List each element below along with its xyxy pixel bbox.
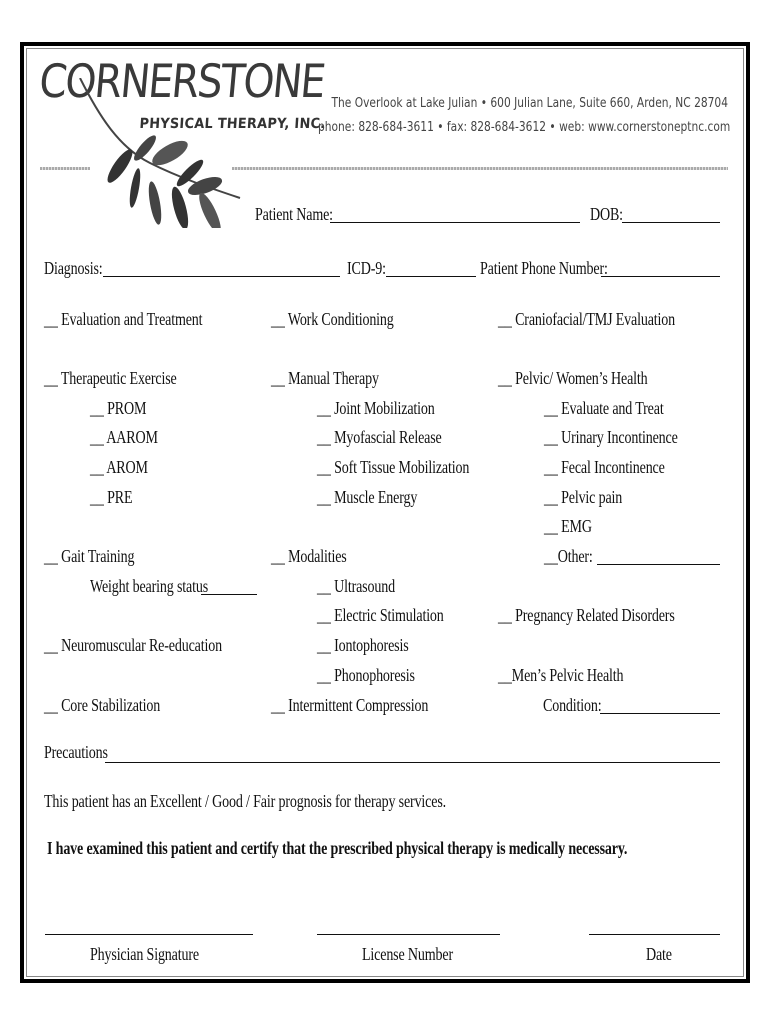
option-mens-pelvic-health[interactable]: __Men’s Pelvic Health xyxy=(498,665,624,685)
condition-field[interactable] xyxy=(600,713,720,714)
license-number-label: License Number xyxy=(362,944,453,964)
option-iontophoresis[interactable]: __ Iontophoresis xyxy=(317,635,409,655)
option-prom[interactable]: __ PROM xyxy=(90,398,147,418)
checkbox-blank[interactable]: __ xyxy=(44,368,58,388)
option-therapeutic-exercise[interactable]: __ Therapeutic Exercise xyxy=(44,368,177,388)
patient-name-label: Patient Name: xyxy=(255,204,333,224)
option-other[interactable]: __Other: xyxy=(544,546,593,566)
option-gait-training[interactable]: __ Gait Training xyxy=(44,546,135,566)
date-field[interactable] xyxy=(589,934,720,935)
option-neuromuscular[interactable]: __ Neuromuscular Re-education xyxy=(44,635,222,655)
clinic-contact: phone: 828-684-3611 • fax: 828-684-3612 • web: www.cornerstoneptnc.com xyxy=(318,120,731,135)
option-pre[interactable]: __ PRE xyxy=(90,487,133,507)
option-intermittent-compression[interactable]: __ Intermittent Compression xyxy=(271,695,429,715)
patient-name-field[interactable] xyxy=(330,222,580,223)
option-evaluate-treat[interactable]: __ Evaluate and Treat xyxy=(544,398,664,418)
header-divider-left xyxy=(40,167,90,170)
clinic-address: The Overlook at Lake Julian • 600 Julian Lane, Suite 660, Arden, NC 28704 xyxy=(331,96,728,111)
option-work-conditioning[interactable]: __ Work Conditioning xyxy=(271,309,394,329)
precautions-field[interactable] xyxy=(105,762,720,763)
dob-field[interactable] xyxy=(622,222,720,223)
option-aarom[interactable]: __ AAROM xyxy=(90,427,158,447)
precautions-label: Precautions xyxy=(44,742,108,762)
option-phonophoresis[interactable]: __ Phonophoresis xyxy=(317,665,415,685)
physician-signature-label: Physician Signature xyxy=(90,944,199,964)
option-emg[interactable]: __ EMG xyxy=(544,516,592,536)
weight-bearing-field[interactable] xyxy=(201,594,257,595)
option-pelvic-womens-health[interactable]: __ Pelvic/ Women’s Health xyxy=(498,368,648,388)
date-label: Date xyxy=(646,944,672,964)
diagnosis-label: Diagnosis: xyxy=(44,258,103,278)
icd9-field[interactable] xyxy=(386,276,476,277)
certification-statement: I have examined this patient and certify that the prescribed physical therapy is medically necessary. xyxy=(47,838,628,858)
option-soft-tissue-mobilization[interactable]: __ Soft Tissue Mobilization xyxy=(317,457,470,477)
option-modalities[interactable]: __ Modalities xyxy=(271,546,347,566)
option-fecal-incontinence[interactable]: __ Fecal Incontinence xyxy=(544,457,665,477)
patient-phone-field[interactable] xyxy=(601,276,720,277)
option-electric-stimulation[interactable]: __ Electric Stimulation xyxy=(317,605,444,625)
option-manual-therapy[interactable]: __ Manual Therapy xyxy=(271,368,379,388)
icd9-label: ICD-9: xyxy=(347,258,386,278)
option-joint-mobilization[interactable]: __ Joint Mobilization xyxy=(317,398,435,418)
leaf-branch-icon xyxy=(60,78,250,228)
weight-bearing-label: Weight bearing status xyxy=(90,576,209,596)
physician-signature-field[interactable] xyxy=(45,934,253,935)
option-core-stabilization[interactable]: __ Core Stabilization xyxy=(44,695,161,715)
dob-label: DOB: xyxy=(590,204,623,224)
diagnosis-field[interactable] xyxy=(103,276,340,277)
option-evaluation-treatment[interactable]: __ Evaluation and Treatment xyxy=(44,309,203,329)
patient-phone-label: Patient Phone Number: xyxy=(480,258,608,278)
other-field[interactable] xyxy=(597,564,720,565)
option-craniofacial-tmj[interactable]: __ Craniofacial/TMJ Evaluation xyxy=(498,309,676,329)
option-muscle-energy[interactable]: __ Muscle Energy xyxy=(317,487,418,507)
condition-label: Condition: xyxy=(543,695,602,715)
option-ultrasound[interactable]: __ Ultrasound xyxy=(317,576,395,596)
logo-title: CORNERSTONE xyxy=(37,54,327,108)
option-myofascial-release[interactable]: __ Myofascial Release xyxy=(317,427,442,447)
option-urinary-incontinence[interactable]: __ Urinary Incontinence xyxy=(544,427,678,447)
option-pelvic-pain[interactable]: __ Pelvic pain xyxy=(544,487,623,507)
logo-subtitle: PHYSICAL THERAPY, INC. xyxy=(138,116,326,132)
option-arom[interactable]: __ AROM xyxy=(90,457,148,477)
checkbox-blank[interactable]: __ xyxy=(44,309,58,329)
prognosis-text: This patient has an Excellent / Good / Fair prognosis for therapy services. xyxy=(44,791,446,811)
license-number-field[interactable] xyxy=(317,934,500,935)
header-divider-right xyxy=(232,167,728,170)
option-pregnancy-related[interactable]: __ Pregnancy Related Disorders xyxy=(498,605,675,625)
